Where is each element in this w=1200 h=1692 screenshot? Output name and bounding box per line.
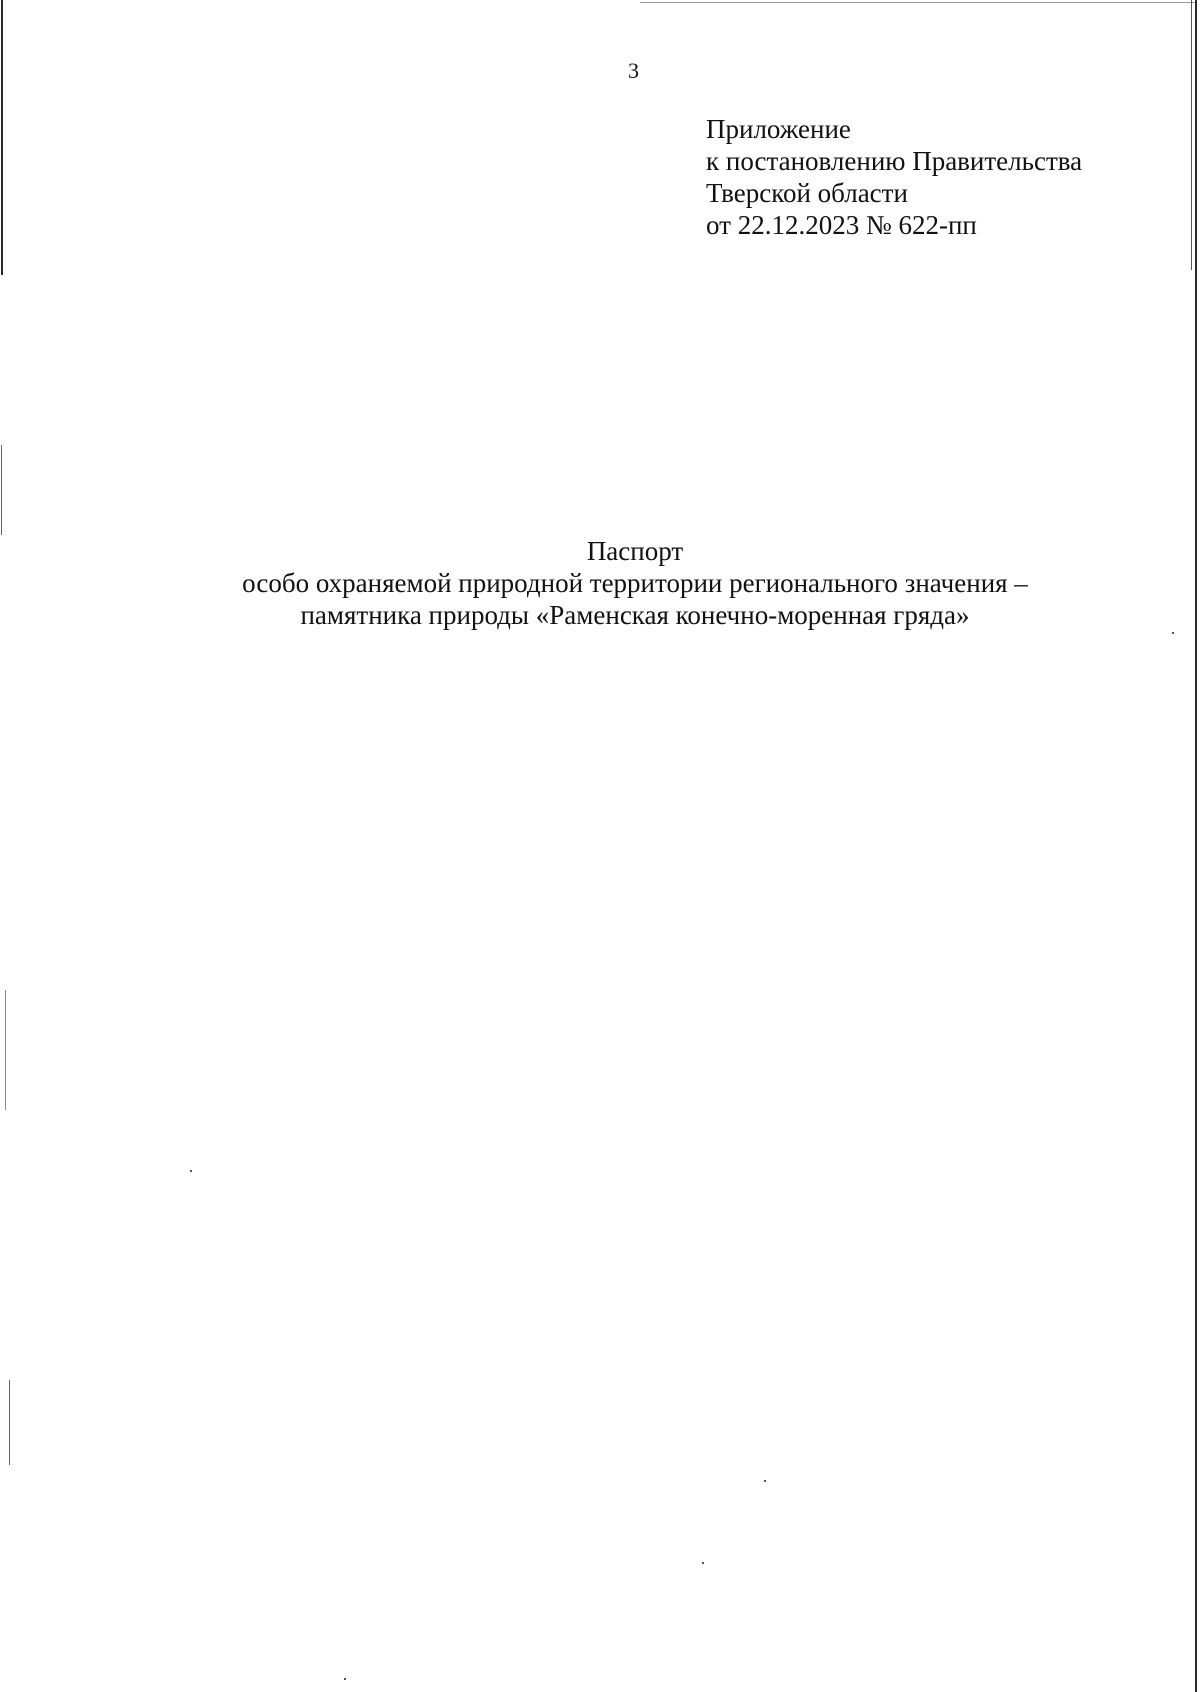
scan-edge-left-4 [9,1380,10,1465]
scan-speck-3 [702,1562,704,1564]
scan-speck-5 [1172,632,1174,634]
scan-edge-left-2 [1,445,2,535]
title-heading: Паспорт [586,536,684,566]
page-number: 3 [628,58,639,83]
scan-edge-left-1 [1,0,3,275]
scan-edge-right-2 [1191,0,1192,270]
scan-speck-2 [764,1480,766,1482]
title-subtitle-line2: памятника природы «Раменская конечно-моренная гряда» [300,600,970,630]
appendix-date-number: от 22.12.2023 № 622-пп [706,210,977,240]
scan-edge-right-1 [1195,0,1197,1692]
document-title [0,535,1200,631]
appendix-region: Тверской области [706,178,908,208]
scan-edge-top [640,2,1195,3]
title-subtitle-line1: особо охраняемой природной территории регионального значения – [242,568,1028,598]
scan-speck-4 [344,1678,346,1680]
appendix-resolution: к постановлению Правительства [706,146,1083,176]
scan-speck-1 [190,1170,192,1172]
scan-edge-left-3 [5,990,6,1110]
appendix-label: Приложение [706,114,851,144]
appendix-header [706,113,1082,241]
